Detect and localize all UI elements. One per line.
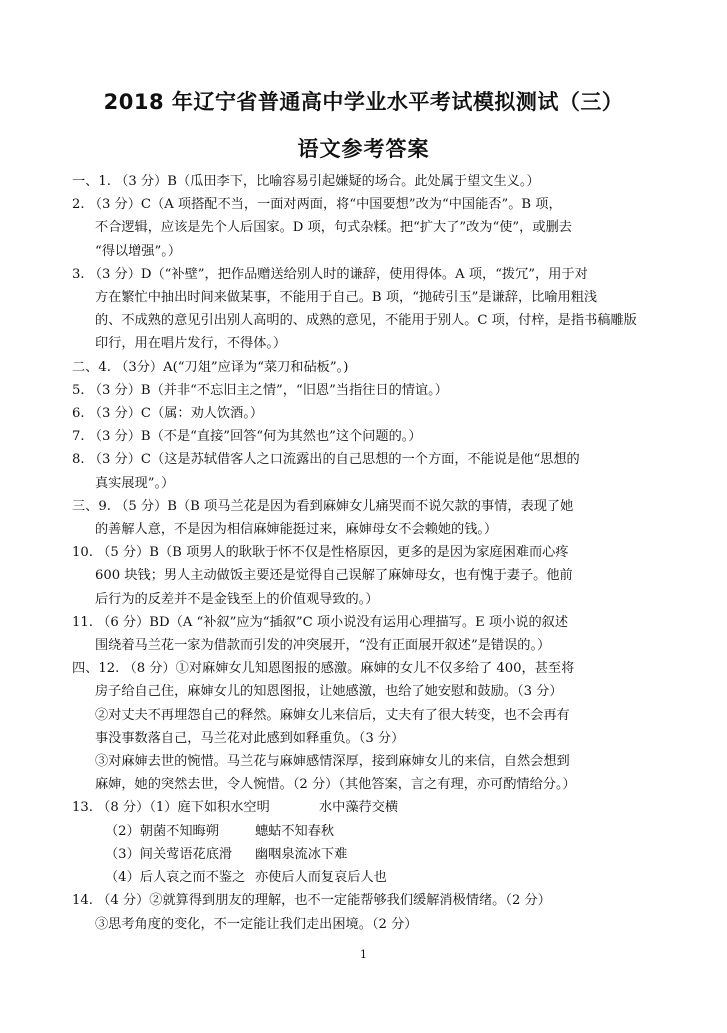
answer-line: 600 块钱；男人主动做饭主要还是觉得自己误解了麻婶母女，也有愧于妻子。他前 xyxy=(95,568,573,584)
answer-line: 的善解人意，不是因为相信麻婶能挺过来，麻婶母女不会赖她的钱。） xyxy=(95,522,498,538)
answer-part: 13. （8 分）（1）庭下如积水空明 xyxy=(72,800,270,816)
answer-line xyxy=(72,866,662,889)
answer-line: 后行为的反差并不是金钱至上的价值观导致的。） xyxy=(95,591,379,607)
answer-line: 2. （3 分）C（A 项搭配不当，一面对两面，将“中国要想”改为“中国能否”。B 项， xyxy=(72,197,562,213)
answer-line: 11. （6 分）BD（A “补叙”应为“插叙”C 项小说没有运用心理描写。E 项小说的叙述 xyxy=(72,614,569,630)
answer-part: （4）后人哀之而不鉴之 xyxy=(105,870,246,886)
answer-line: 事没事数落自己，马兰花对此感到如释重负。（3 分） xyxy=(95,730,405,746)
answer-line xyxy=(72,843,662,866)
answer-line: 14. （4 分）②就算得到朋友的理解，也不一定能帮够我们缓解消极情绪。（2 分） xyxy=(72,893,551,909)
answer-line: 房子给自己住，麻婶女儿的知恩图报，让她感激，也给了她安慰和鼓励。（3 分） xyxy=(95,684,563,700)
answer-part: 亦使后人而复哀后人也 xyxy=(255,870,387,886)
answer-line: 8. （3 分）C（这是苏轼借客人之口流露出的自己思想的一个方面，不能说是他“思想的 xyxy=(72,452,580,468)
answer-line: 的、不成熟的意见引出别人高明的、成熟的意见，不能用于别人。C 项，付梓，是指书稿雕版 xyxy=(95,313,637,329)
answer-line: 三、9. （5 分）B（B 项马兰花是因为看到麻婶女儿痛哭而不说欠款的事情，表现了她 xyxy=(72,498,574,514)
page-subtitle: 语文参考答案 xyxy=(297,137,430,161)
answer-line: 6. （3 分）C（属：劝人饮酒。） xyxy=(72,406,264,422)
answer-line: ③思考角度的变化，不一定能让我们走出困境。（2 分） xyxy=(95,916,418,932)
answer-line: 真实展现”。） xyxy=(95,475,175,491)
answer-line xyxy=(72,796,662,819)
answer-line: 麻婶，她的突然去世，令人惋惜。（2 分）（其他答案，言之有理，亦可酌情给分。） xyxy=(95,777,576,793)
answer-part: 幽咽泉流冰下难 xyxy=(255,846,348,862)
answer-line: “得以增强”。） xyxy=(95,243,182,259)
answer-line: 围绕着马兰花一家为借款而引发的冲突展开，“没有正面展开叙述”是错误的。） xyxy=(95,638,551,654)
answer-line: ②对丈夫不再埋怨自己的释然。麻婶女儿来信后，丈夫有了很大转变，也不会再有 xyxy=(95,707,570,723)
answer-line: 印行，用在唱片发行，不得体。） xyxy=(95,336,287,352)
answer-line: 5. （3 分）B（并非“不忘旧主之情”，“旧恩”当指往日的情谊。） xyxy=(72,382,448,398)
answer-line: 3. （3 分）D（“补壁”，把作品赠送给别人时的谦辞，使用得体。A 项，“拨冗”，用于对 xyxy=(72,266,588,282)
page-number: 1 xyxy=(360,948,367,961)
answer-line: ③对麻婶去世的惋惜。马兰花与麻婶感情深厚，接到麻婶女儿的来信，自然会想到 xyxy=(95,754,570,770)
answer-part: （2）朝菌不知晦朔 xyxy=(105,823,219,839)
page-title: 2018 年辽宁省普通高中学业水平考试模拟测试（三） xyxy=(103,90,624,114)
answer-part: 水中藻荇交横 xyxy=(319,800,399,816)
answer-line: 7. （3 分）B（不是“直接”回答“何为其然也”这个问题的。） xyxy=(72,429,422,445)
answer-line: 四、12. （8 分）①对麻婶女儿知恩图报的感激。麻婶的女儿不仅多给了 400，甚至将 xyxy=(72,661,575,677)
answer-line: 10. （5 分）B（B 项男人的耿耿于怀不仅是性格原因，更多的是因为家庭困难而心疼 xyxy=(72,545,569,561)
answer-line: 不合逻辑，应该是先个人后国家。D 项，句式杂糅。把“扩大了”改为“使”，或删去 xyxy=(95,220,572,236)
answer-line: 二、4. （3分）A(“刀俎”应译为“菜刀和砧板”。) xyxy=(72,359,349,375)
answer-part: 蟪蛄不知春秋 xyxy=(255,823,335,839)
answer-body xyxy=(72,170,662,936)
answer-line: 方在繁忙中抽出时间来做某事，不能用于自己。B 项，“抛砖引玉”是谦辞，比喻用粗浅 xyxy=(95,290,598,306)
answer-part: （3）间关莺语花底滑 xyxy=(105,846,233,862)
answer-line xyxy=(72,820,662,843)
answer-line: 一、1. （3 分）B（瓜田李下，比喻容易引起嫌疑的场合。此处属于望文生义。） xyxy=(72,174,540,189)
